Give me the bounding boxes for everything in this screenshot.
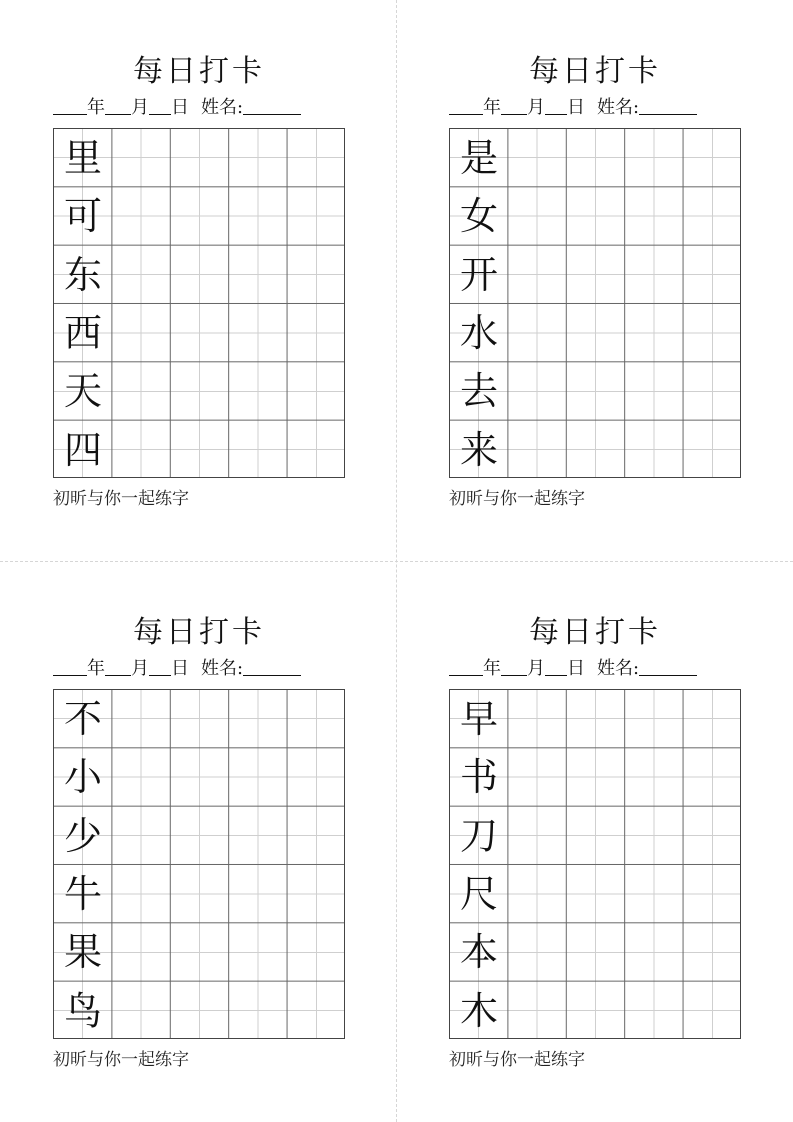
- model-character: 不: [63, 697, 102, 742]
- year-blank[interactable]: [53, 657, 87, 676]
- model-character: 天: [63, 369, 102, 414]
- year-blank[interactable]: [449, 657, 483, 676]
- model-character: 刀: [459, 813, 498, 858]
- date-name-line: [53, 657, 345, 681]
- model-characters: [450, 690, 508, 1038]
- date-name-line: [449, 96, 741, 120]
- model-character: 西: [63, 311, 102, 356]
- name-label: 姓名:: [597, 658, 640, 679]
- day-label: 日: [567, 97, 585, 118]
- day-blank[interactable]: [149, 96, 171, 115]
- year-label: 年: [87, 658, 105, 679]
- day-label: 日: [567, 658, 585, 679]
- model-character: 鸟: [63, 988, 102, 1033]
- card-footer: 初昕与你一起练字: [449, 1050, 585, 1070]
- model-character: 木: [459, 988, 498, 1033]
- name-blank[interactable]: [639, 657, 697, 676]
- practice-card: [449, 561, 741, 1070]
- model-character: 来: [459, 427, 498, 472]
- month-label: 月: [131, 658, 149, 679]
- month-label: 月: [527, 97, 545, 118]
- practice-card: [449, 0, 741, 509]
- tianzige-grid[interactable]: [449, 689, 741, 1039]
- practice-card: [53, 0, 345, 509]
- model-character: 牛: [63, 872, 102, 917]
- model-character: 东: [63, 252, 102, 297]
- month-blank[interactable]: [105, 96, 131, 115]
- model-character: 可: [63, 194, 102, 239]
- model-character: 水: [459, 311, 498, 356]
- model-characters: [54, 690, 112, 1038]
- day-blank[interactable]: [149, 657, 171, 676]
- tianzige-grid[interactable]: [53, 128, 345, 478]
- day-label: 日: [171, 97, 189, 118]
- month-label: 月: [131, 97, 149, 118]
- model-character: 书: [459, 755, 498, 800]
- date-name-line: [53, 96, 345, 120]
- model-character: 女: [459, 194, 498, 239]
- year-blank[interactable]: [53, 96, 87, 115]
- day-label: 日: [171, 658, 189, 679]
- model-character: 里: [63, 136, 102, 181]
- card-footer: 初昕与你一起练字: [53, 1050, 189, 1070]
- month-label: 月: [527, 658, 545, 679]
- model-character: 尺: [459, 872, 498, 917]
- name-blank[interactable]: [243, 96, 301, 115]
- model-character: 四: [63, 427, 102, 472]
- card-footer: 初昕与你一起练字: [53, 489, 189, 509]
- day-blank[interactable]: [545, 96, 567, 115]
- year-label: 年: [483, 97, 501, 118]
- model-character: 果: [63, 930, 102, 975]
- name-blank[interactable]: [243, 657, 301, 676]
- model-character: 小: [63, 755, 102, 800]
- name-label: 姓名:: [201, 658, 244, 679]
- model-character: 去: [459, 369, 498, 414]
- practice-card: [53, 561, 345, 1070]
- model-character: 本: [459, 930, 498, 975]
- model-character: 开: [459, 252, 498, 297]
- day-blank[interactable]: [545, 657, 567, 676]
- model-character: 早: [459, 697, 498, 742]
- name-label: 姓名:: [201, 97, 244, 118]
- year-label: 年: [87, 97, 105, 118]
- date-name-line: [449, 657, 741, 681]
- name-label: 姓名:: [597, 97, 640, 118]
- card-title: 每日打卡: [133, 615, 265, 650]
- model-character: 是: [459, 136, 498, 181]
- month-blank[interactable]: [501, 657, 527, 676]
- card-footer: 初昕与你一起练字: [449, 489, 585, 509]
- model-characters: [54, 129, 112, 477]
- model-character: 少: [63, 813, 102, 858]
- year-label: 年: [483, 658, 501, 679]
- month-blank[interactable]: [501, 96, 527, 115]
- tianzige-grid[interactable]: [449, 128, 741, 478]
- card-title: 每日打卡: [529, 615, 661, 650]
- model-characters: [450, 129, 508, 477]
- name-blank[interactable]: [639, 96, 697, 115]
- year-blank[interactable]: [449, 96, 483, 115]
- card-title: 每日打卡: [529, 54, 661, 89]
- tianzige-grid[interactable]: [53, 689, 345, 1039]
- card-title: 每日打卡: [133, 54, 265, 89]
- month-blank[interactable]: [105, 657, 131, 676]
